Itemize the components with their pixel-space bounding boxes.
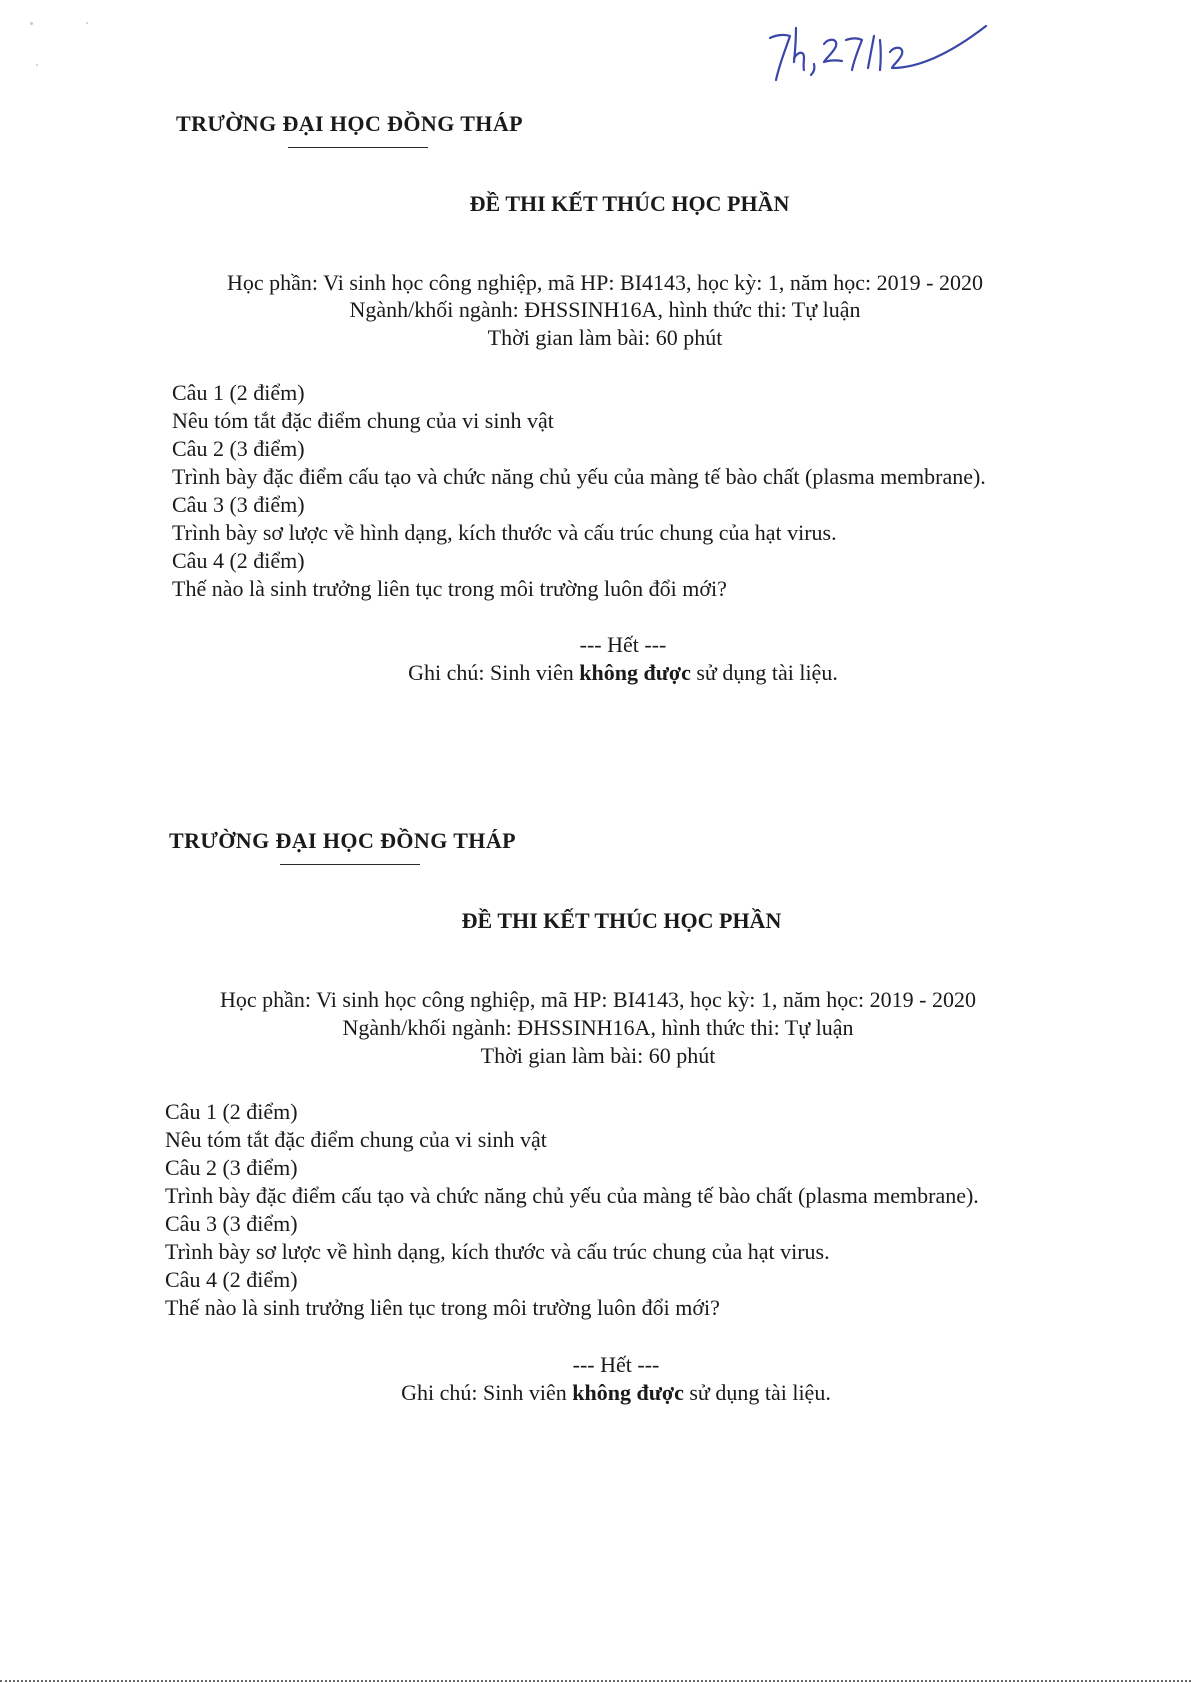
school-name: TRƯỜNG ĐẠI HỌC ĐỒNG THÁP <box>176 111 523 136</box>
exam-note <box>316 1380 916 1406</box>
exam-note-prefix: Ghi chú: Sinh viên <box>401 1380 573 1405</box>
exam-note-emphasis: không được <box>579 660 691 685</box>
question-heading: Câu 4 (2 điểm) <box>165 1267 298 1292</box>
question-heading: Câu 3 (3 điểm) <box>165 1211 298 1236</box>
question-text: Trình bày đặc điểm cấu tạo và chức năng chủ yếu của màng tế bào chất (plasma membrane). <box>172 464 986 489</box>
school-name-underline <box>280 864 420 865</box>
question-heading: Câu 2 (3 điểm) <box>172 436 305 461</box>
question-text: Thế nào là sinh trưởng liên tục trong môi trường luôn đổi mới? <box>165 1295 720 1320</box>
duration-line: Thời gian làm bài: 60 phút <box>487 325 723 350</box>
end-mark: --- Hết --- <box>579 632 667 657</box>
page-bottom-edge <box>0 1680 1191 1682</box>
exam-note-suffix: sử dụng tài liệu. <box>683 1380 831 1405</box>
question-text: Thế nào là sinh trưởng liên tục trong môi trường luôn đổi mới? <box>172 576 727 601</box>
question-text: Trình bày đặc điểm cấu tạo và chức năng chủ yếu của màng tế bào chất (plasma membrane). <box>165 1183 979 1208</box>
end-mark: --- Hết --- <box>572 1352 660 1377</box>
question-text: Trình bày sơ lược về hình dạng, kích thước và cấu trúc chung của hạt virus. <box>172 520 837 545</box>
question-text: Nêu tóm tắt đặc điểm chung của vi sinh vật <box>172 408 554 433</box>
exam-note <box>323 660 923 686</box>
course-info-line: Học phần: Vi sinh học công nghiệp, mã HP: BI4143, học kỳ: 1, năm học: 2019 - 2020 <box>220 987 976 1012</box>
exam-note-prefix: Ghi chú: Sinh viên <box>408 660 580 685</box>
duration-line: Thời gian làm bài: 60 phút <box>480 1043 716 1068</box>
exam-title: ĐỀ THI KẾT THÚC HỌC PHẦN <box>469 191 790 216</box>
exam-title: ĐỀ THI KẾT THÚC HỌC PHẦN <box>461 908 782 933</box>
course-info-line: Học phần: Vi sinh học công nghiệp, mã HP: BI4143, học kỳ: 1, năm học: 2019 - 2020 <box>227 270 983 295</box>
question-heading: Câu 1 (2 điểm) <box>165 1099 298 1124</box>
question-text: Trình bày sơ lược về hình dạng, kích thước và cấu trúc chung của hạt virus. <box>165 1239 830 1264</box>
question-heading: Câu 4 (2 điểm) <box>172 548 305 573</box>
question-heading: Câu 3 (3 điểm) <box>172 492 305 517</box>
question-heading: Câu 1 (2 điểm) <box>172 380 305 405</box>
major-info-line: Ngành/khối ngành: ĐHSSINH16A, hình thức thi: Tự luận <box>349 297 861 322</box>
exam-note-suffix: sử dụng tài liệu. <box>690 660 838 685</box>
question-text: Nêu tóm tắt đặc điểm chung của vi sinh vật <box>165 1127 547 1152</box>
exam-note-emphasis: không được <box>572 1380 684 1405</box>
major-info-line: Ngành/khối ngành: ĐHSSINH16A, hình thức thi: Tự luận <box>342 1015 854 1040</box>
question-heading: Câu 2 (3 điểm) <box>165 1155 298 1180</box>
school-name: TRƯỜNG ĐẠI HỌC ĐỒNG THÁP <box>169 828 516 853</box>
